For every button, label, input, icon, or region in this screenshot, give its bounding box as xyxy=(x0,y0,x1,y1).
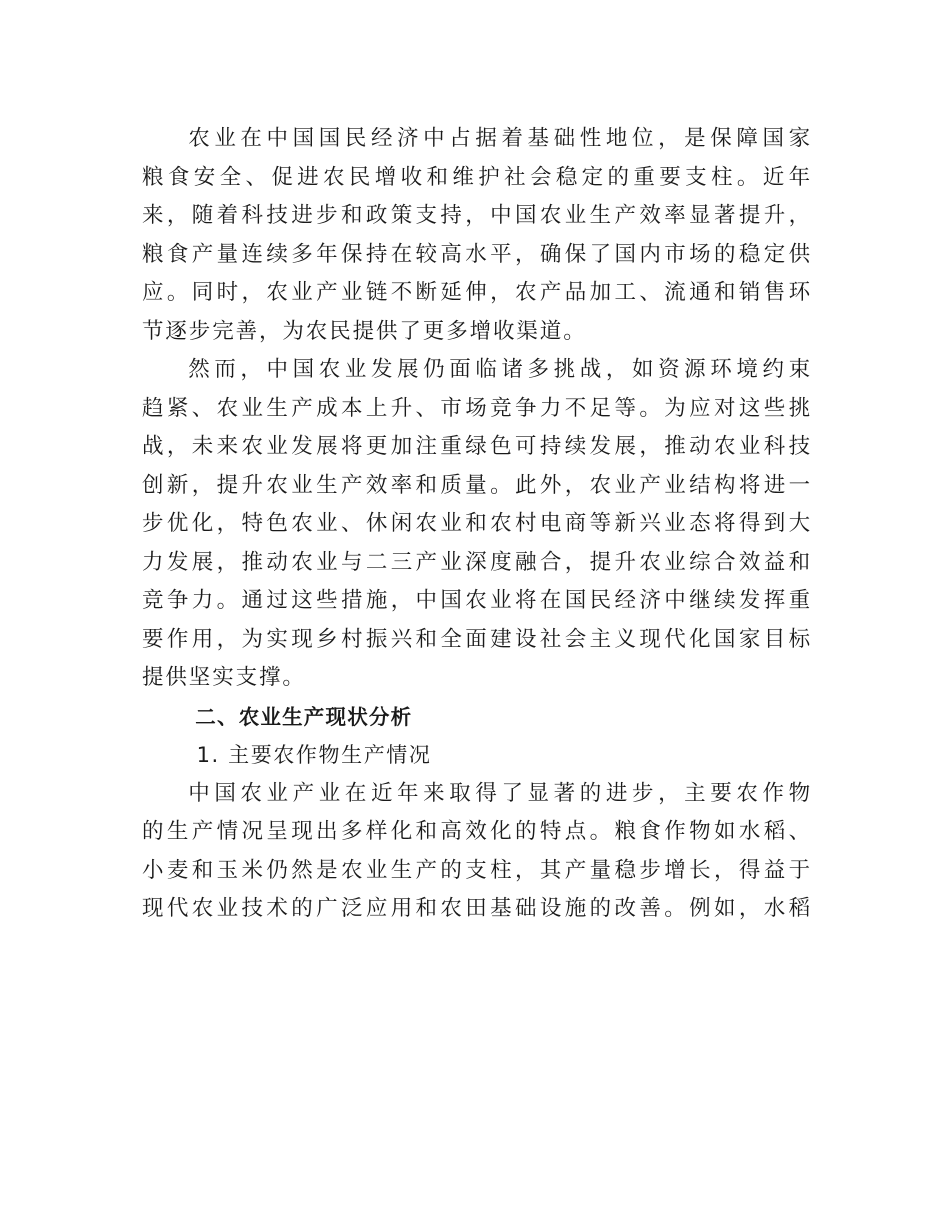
text-line: 竞争力。通过这些措施，中国农业将在国民经济中继续发挥重 xyxy=(142,588,812,613)
text-line: 创新，提升农业生产效率和质量。此外，农业产业结构将进一 xyxy=(142,472,812,498)
text-line: 农业在中国国民经济中占据着基础性地位，是保障国家 xyxy=(188,126,812,151)
text-line: 粮食安全、促进农民增收和维护社会稳定的重要支柱。近年 xyxy=(142,164,812,190)
text-line: 趋紧、农业生产成本上升、市场竞争力不足等。为应对这些挑 xyxy=(142,395,812,421)
text-line: 力发展，推动农业与二三产业深度融合，提升农业综合效益和 xyxy=(142,549,812,575)
text-line: 粮食产量连续多年保持在较高水平，确保了国内市场的稳定供 xyxy=(142,241,812,267)
paragraph-intro xyxy=(142,120,812,351)
text-line: 中国农业产业在近年来取得了显著的进步，主要农作物 xyxy=(188,780,812,806)
text-line: 来，随着科技进步和政策支持，中国农业生产效率显著提升， xyxy=(142,203,812,228)
paragraph-challenges xyxy=(142,351,812,698)
text-line: 节逐步完善，为农民提供了更多增收渠道。 xyxy=(142,318,587,344)
text-line: 小麦和玉米仍然是农业生产的支柱，其产量稳步增长，得益于 xyxy=(142,857,812,883)
text-line: 要作用，为实现乡村振兴和全面建设社会主义现代化国家目标 xyxy=(142,626,812,652)
text-line: 的生产情况呈现出多样化和高效化的特点。粮食作物如水稻、 xyxy=(142,819,812,844)
text-line: 现代农业技术的广泛应用和农田基础设施的改善。例如，水稻 xyxy=(142,896,812,921)
subsection-heading: 1. 主要农作物生产情况 xyxy=(196,743,432,767)
text-line: 然而，中国农业发展仍面临诸多挑战，如资源环境约束 xyxy=(188,357,812,382)
document-body xyxy=(142,120,812,929)
text-line: 战，未来农业发展将更加注重绿色可持续发展，推动农业科技 xyxy=(142,434,812,459)
paragraph-crop-production xyxy=(142,775,812,929)
section-heading: 二、农业生产现状分析 xyxy=(195,704,413,729)
text-line: 提供坚实支撑。 xyxy=(142,665,306,690)
text-line: 步优化，特色农业、休闲农业和农村电商等新兴业态将得到大 xyxy=(142,511,812,536)
text-line: 应。同时，农业产业链不断延伸，农产品加工、流通和销售环 xyxy=(142,280,812,305)
